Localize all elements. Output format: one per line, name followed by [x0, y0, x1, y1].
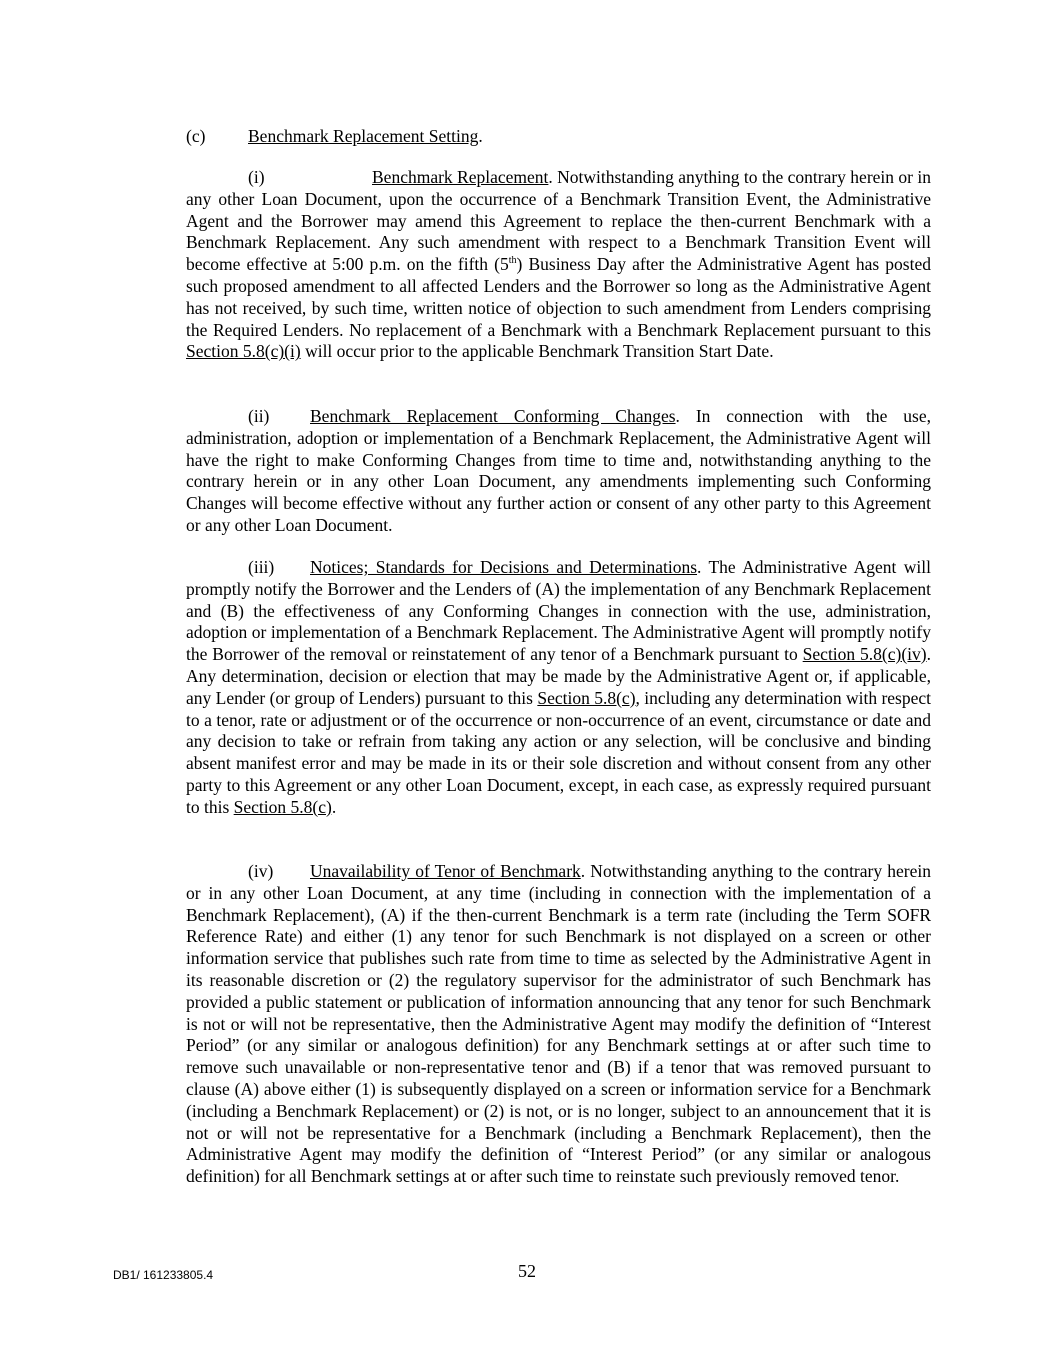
paragraph-number: (iii) [248, 557, 275, 577]
section-title-suffix: . [478, 126, 483, 146]
paragraph-text: . In connection with the use, administration, adoption or implementation of a Benchmark Replacement, the Administrative Agent will have the right to make Conforming Changes from time to time and, notwithstanding anything to the contrary herein or in any other Loan Document, any amendments implementing such Conforming Changes will become effective without any further action or consent of any other party to this Agreement or any other Loan Document. [186, 406, 931, 535]
paragraph-text: . Notwithstanding anything to the contrary herein or in any other Loan Document, at any time (including in connection with the implementation of a Benchmark Replacement), (A) if the then-current Benchmark is a term rate (including the Term SOFR Reference Rate) and either (1) any tenor for such Benchmark is not displayed on a screen or other information service that publishes such rate from time to time as selected by the Administrative Agent in its reasonable discretion or (2) the regulatory supervisor for the administrator of such Benchmark has provided a public statement or publication of information announcing that any tenor for such Benchmark is not or will not be representative, then the Administrative Agent may modify the definition of “Interest Period” (or any similar or analogous definition) for any Benchmark settings at or after such time to remove such unavailable or non-representative tenor and (B) if a tenor that was removed pursuant to clause (A) above either (1) is subsequently displayed on a screen or information service for a Benchmark (including a Benchmark Replacement) or (2) is not, or is no longer, subject to an announcement that it is not or will not be representative for a Benchmark (including a Benchmark Replacement), then the Administrative Agent may modify the definition of “Interest Period” (or any similar or analogous definition) for all Benchmark settings at or after such time to reinstate such previously removed tenor. [186, 861, 931, 1187]
paragraph-text: . The Administrative Agent will promptly notify the Borrower and the Lenders of (A) the implementation of any Benchmark Replacement and (B) the effectiveness of any Conforming Changes in connection with the use, administration, adoption or implementation of a Benchmark Replacement. The Administrative Agent will promptly notify the Borrower of the removal or reinstatement of any tenor of a Benchmark pursuant to [186, 557, 931, 665]
section-reference: Section 5.8(c)(i) [186, 341, 301, 362]
section-number: (c) [186, 126, 206, 146]
section-reference: Section 5.8(c)(iv) [802, 644, 927, 665]
paragraph-heading: Benchmark Replacement Conforming Changes [310, 406, 676, 426]
paragraph-number: (ii) [248, 406, 270, 426]
paragraph-heading: Unavailability of Tenor of Benchmark [310, 861, 581, 881]
paragraph-text: . [331, 796, 337, 817]
section-reference: Section 5.8(c) [537, 687, 636, 708]
paragraph-unavailability [186, 861, 931, 1188]
paragraph-heading: Notices; Standards for Decisions and Determinations [310, 557, 698, 577]
document-id: DB1/ 161233805.4 [113, 1268, 214, 1282]
paragraph-notices [186, 557, 931, 819]
section-title: Benchmark Replacement Setting [248, 126, 479, 146]
page-number: 52 [518, 1261, 536, 1281]
superscript: th [508, 255, 517, 267]
paragraph-benchmark-replacement [186, 167, 931, 363]
section-reference: Section 5.8(c) [233, 796, 332, 817]
section-heading [186, 126, 483, 146]
paragraph-number: (iv) [248, 861, 274, 881]
paragraph-text: . Any determination, decision or election that may be made by the Administrative Agent or, if applicable, any Lender (or group of Lenders) pursuant to this [186, 644, 931, 708]
paragraph-text: will occur prior to the applicable Benchmark Transition Start Date. [300, 341, 774, 362]
paragraph-text: . Notwithstanding anything to the contrary herein or in any other Loan Document, upon the occurrence of a Benchmark Transition Event, the Administrative Agent and the Borrower may amend this Agreement to replace the then-current Benchmark with a Benchmark Replacement. Any such amendment with respect to a Benchmark Transition Event will become effective at 5:00 p.m. on the fifth (5 [186, 167, 931, 275]
paragraph-text: , including any determination with respect to a tenor, rate or adjustment or of the occurrence or non-occurrence of an event, circumstance or date and any decision to take or refrain from taking any action or any selection, will be conclusive and binding absent manifest error and may be made in its or their sole discretion and without consent from any other party to this Agreement or any other Loan Document, except, in each case, as expressly required pursuant to this [186, 687, 932, 817]
paragraph-heading: Benchmark Replacement [372, 167, 549, 187]
paragraph-text: ) Business Day after the Administrative Agent has posted such proposed amendment to all affected Lenders and the Borrower so long as the Administrative Agent has not received, by such time, written notice of objection to such amendment from Lenders comprising the Required Lenders. No replacement of a Benchmark with a Benchmark Replacement pursuant to this [186, 254, 931, 340]
paragraph-conforming-changes [186, 406, 931, 537]
paragraph-number: (i) [248, 167, 265, 187]
